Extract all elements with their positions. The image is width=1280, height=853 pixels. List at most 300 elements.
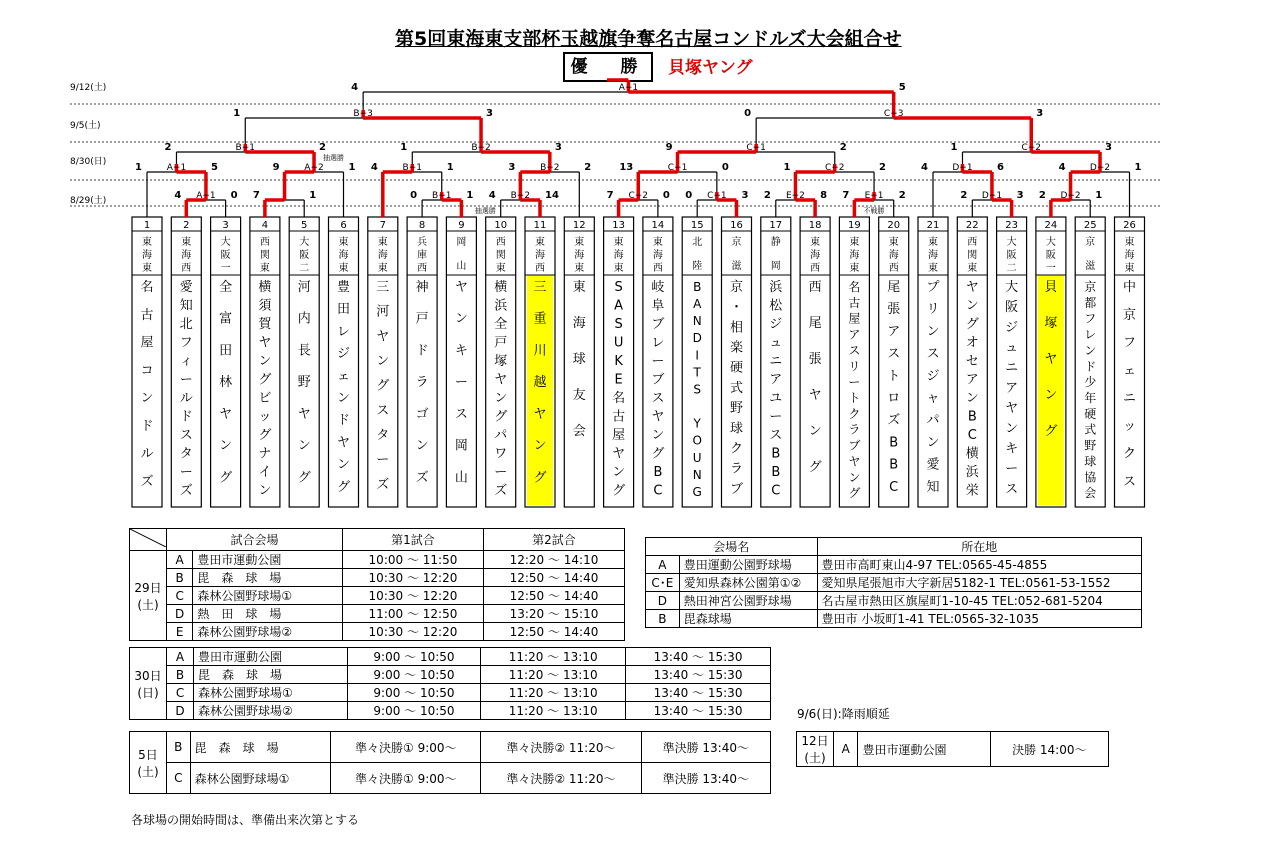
team-name-char: ン xyxy=(533,438,547,454)
team-name-char: 式 xyxy=(729,380,744,396)
team-region-char: 東 xyxy=(535,237,545,248)
team-name-char: I xyxy=(695,348,699,363)
team-name-char: ン xyxy=(1044,388,1058,403)
team-name-char: ス xyxy=(651,391,665,406)
team-name-char: G xyxy=(692,484,702,499)
team-name-char: 神 xyxy=(415,280,429,295)
team-name-char: 名 xyxy=(848,280,861,294)
team-name-char: 名 xyxy=(612,391,626,406)
team-name-char: ズ xyxy=(887,413,901,429)
time: 13:40 ～ 15:30 xyxy=(626,702,771,720)
team-region-char: 一 xyxy=(220,263,231,274)
team-name-char: ヤ xyxy=(219,406,233,422)
team-name-char: 古 xyxy=(848,295,861,310)
team-name-char: グ xyxy=(533,470,547,486)
team-region-char: 東 xyxy=(928,237,938,248)
team-name-char: ユ xyxy=(769,391,783,406)
team-region-char: 東 xyxy=(967,263,978,274)
r3-b1-label: B−1 xyxy=(402,163,423,173)
day-label: 29日 xyxy=(134,580,162,595)
r3-b1-score-a: 4 xyxy=(370,162,378,173)
team-name-char: 張 xyxy=(887,302,901,318)
team-name-char: ン xyxy=(926,324,940,340)
r4-d1-label: D−1 xyxy=(981,191,1003,201)
r3-a2-score-a: 9 xyxy=(272,162,280,173)
r3-d1-score-a: 4 xyxy=(921,162,928,173)
game: 準々決勝① 9:00～ xyxy=(331,732,481,763)
team-name-char: 愛 xyxy=(926,457,940,473)
team-number: 9 xyxy=(458,220,465,231)
r4-a2-score-b: 1 xyxy=(309,190,317,201)
court: A xyxy=(167,648,194,666)
r4-a1-score-b: 0 xyxy=(230,190,238,201)
time: 10:30 ～ 12:20 xyxy=(342,587,483,605)
team-name-char: C xyxy=(653,483,663,499)
team-name-char: 野 xyxy=(729,401,744,417)
team-region-char: 海 xyxy=(613,250,624,261)
team-name-char: ー xyxy=(651,354,665,369)
team-name-char: O xyxy=(692,433,702,448)
team-name-char: C xyxy=(967,428,977,443)
team-region-char: 東 xyxy=(613,237,624,248)
qf-c2-score-b: 3 xyxy=(1105,142,1112,153)
team-name-char: ナ xyxy=(258,446,272,462)
qf-b2-score-a: 1 xyxy=(400,142,408,153)
team-name-char: グ xyxy=(848,486,861,501)
team-region-char: 東 xyxy=(888,237,899,248)
team-region-char: 山 xyxy=(456,261,467,272)
venue: 熱 田 球 場 xyxy=(193,605,343,623)
team-region-char: 陸 xyxy=(692,261,703,272)
r3-b2-label: B−2 xyxy=(540,163,560,173)
r4-d2-score-a: 2 xyxy=(1038,190,1046,201)
time: 11:20 ～ 13:10 xyxy=(481,666,626,684)
team-name-char: ン xyxy=(965,391,979,406)
team-name-char: キ xyxy=(1005,441,1019,457)
team-number: 20 xyxy=(887,220,901,231)
team-name-char: ラ xyxy=(729,461,744,477)
header-venue: 試合会場 xyxy=(167,529,343,551)
court: D xyxy=(167,702,194,720)
team-region-char: 東 xyxy=(338,237,349,248)
venue: 森林公園野球場① xyxy=(194,684,348,702)
team-name-char: レ xyxy=(1084,327,1097,342)
team-region-char: 大 xyxy=(1006,237,1017,248)
team-region-char: 西 xyxy=(417,263,428,274)
team-name-char: 貝 xyxy=(1044,280,1058,295)
r3-d2-score-b: 1 xyxy=(1134,162,1142,173)
team-name-char: ヤ xyxy=(651,409,665,425)
team-region-char: 海 xyxy=(377,250,388,261)
r4-d1-score-a: 2 xyxy=(960,190,968,201)
address: 名古屋市熱田区旗屋町1-10-45 TEL:052-681-5204 xyxy=(817,592,1142,610)
team-name-char: ン xyxy=(1005,421,1019,437)
venue: 森林公園野球場② xyxy=(194,702,348,720)
r3-d1-score-b: 6 xyxy=(996,162,1004,173)
team-name-char: 横 xyxy=(965,446,979,462)
team-name-char: 阜 xyxy=(651,298,665,314)
team-name-char: S xyxy=(614,317,623,332)
team-name-char: 三 xyxy=(376,280,390,295)
team-name-char: B xyxy=(771,465,781,480)
lottery-note: 抽選勝 xyxy=(474,207,496,215)
time: 10:00 ～ 11:50 xyxy=(342,551,483,569)
team-name-char: 東 xyxy=(572,280,586,295)
team-name-char: ジ xyxy=(1005,320,1019,336)
team-name-char: リ xyxy=(926,302,940,318)
team-name-char: 年 xyxy=(1084,391,1097,405)
team-name-char: ン xyxy=(651,428,665,443)
game: 準々決勝② 11:20～ xyxy=(481,763,641,794)
team-name-char: ス xyxy=(179,428,193,443)
address: 豊田市高町東山4-97 TEL:0565-45-4855 xyxy=(817,556,1142,574)
team-name-char: ヤ xyxy=(808,388,822,403)
team-name-char: 戸 xyxy=(415,311,429,327)
qf-c1-score-a: 9 xyxy=(665,142,673,153)
team-name-char: ド xyxy=(179,409,193,425)
team-name-char: ヤ xyxy=(533,406,547,422)
team-name-char: B xyxy=(889,457,899,473)
r4-c2-score-a: 7 xyxy=(606,190,614,201)
final-score-b: 5 xyxy=(898,82,906,93)
team-name-char: S xyxy=(693,382,702,397)
time: 11:00 ～ 12:50 xyxy=(342,605,483,623)
day-label: 30日 xyxy=(134,668,162,683)
team-name-char: グ xyxy=(1044,424,1058,439)
r4-e1-score-a: 7 xyxy=(842,190,850,201)
team-number: 19 xyxy=(848,220,861,231)
sf-2-score-a: 0 xyxy=(744,108,752,119)
r4-b1-label: B−1 xyxy=(432,191,452,201)
team-name-char: 須 xyxy=(258,298,272,314)
team-name-char: ン xyxy=(848,470,861,485)
team-name-char: ニ xyxy=(1005,360,1019,376)
team-region-char: 東 xyxy=(495,263,506,274)
team-name-char: ビ xyxy=(258,391,272,406)
team-name-char: 塚 xyxy=(1044,316,1058,331)
team-name-char: ン xyxy=(336,391,351,406)
team-name-char: 越 xyxy=(533,375,547,391)
team-region-char: 東 xyxy=(613,263,624,274)
team-name-char: ン xyxy=(808,424,822,439)
team-region-char: 海 xyxy=(928,250,938,261)
team-name-char: ス xyxy=(376,403,390,419)
team-region-char: 海 xyxy=(574,250,585,261)
qf-b1-score-b: 2 xyxy=(319,142,326,153)
time: 13:20 ～ 15:10 xyxy=(483,605,624,623)
team-name-char: ド xyxy=(1084,359,1097,374)
team-name-char: 全 xyxy=(219,280,233,295)
team-name-char: リ xyxy=(848,359,861,374)
team-name-char: 田 xyxy=(219,343,233,359)
schedule-table-29 xyxy=(129,528,625,641)
r4-b2-label: B−2 xyxy=(510,191,531,201)
qf-c2-score-a: 1 xyxy=(950,142,958,153)
team-region-char: 静 xyxy=(770,237,781,248)
team-region-char: 岡 xyxy=(770,261,781,272)
team-name-char: ヤ xyxy=(612,446,626,462)
team-name-char: ド xyxy=(415,343,429,359)
team-name-char: ス xyxy=(1122,474,1137,490)
footer-note: 各球場の開始時間は、準備出来次第とする xyxy=(131,813,360,827)
team-name-char: 知 xyxy=(179,298,193,314)
court: A xyxy=(167,551,193,569)
team-name-char: ヤ xyxy=(376,329,390,345)
qf-b1-label: B−1 xyxy=(235,143,255,153)
team-name-char: 屋 xyxy=(140,335,154,351)
team-name-char: ン xyxy=(926,435,940,451)
team-name-char: B xyxy=(653,465,663,480)
team-name-char: 川 xyxy=(533,343,547,359)
team-name-char: ン xyxy=(258,483,272,499)
time: 9:00 ～ 10:50 xyxy=(347,666,481,684)
team-number: 1 xyxy=(143,220,151,231)
team-name-char: ェ xyxy=(336,368,351,384)
final-score-a: 4 xyxy=(351,82,359,93)
venue: 森林公園野球場② xyxy=(193,623,343,641)
team-number: 3 xyxy=(222,220,229,231)
sf-1-score-b: 3 xyxy=(486,108,494,119)
team-region-char: 海 xyxy=(535,250,545,261)
team-region-char: 西 xyxy=(181,263,192,274)
team-name-char: ー xyxy=(179,372,193,388)
header-game1: 第1試合 xyxy=(342,529,483,551)
team-name-char: タ xyxy=(179,446,193,462)
team-name-char: 横 xyxy=(494,280,508,295)
team-name-char: 北 xyxy=(179,317,193,332)
team-name-char: ア xyxy=(1005,380,1019,396)
team-region-char: 海 xyxy=(888,250,899,261)
team-name-char: 野 xyxy=(1084,438,1097,453)
r4-d2-score-b: 1 xyxy=(1095,190,1103,201)
dow-label: (土) xyxy=(137,764,159,779)
r3-d1-label: D−1 xyxy=(952,163,973,173)
team-name-char: N xyxy=(692,467,702,482)
venue: 豊田市運動公園 xyxy=(858,732,990,767)
team-number: 5 xyxy=(301,220,308,231)
game: 準決勝 13:40～ xyxy=(641,732,770,763)
r3-c2-score-a: 1 xyxy=(783,162,791,173)
team-name-char: ン xyxy=(376,354,390,369)
team-name-char: 栄 xyxy=(965,483,979,499)
qf-b1-score-a: 2 xyxy=(164,142,172,153)
team-name-char: 名 xyxy=(140,280,154,295)
time: 10:30 ～ 12:20 xyxy=(342,623,483,641)
qf-c1-score-b: 2 xyxy=(839,142,847,153)
team-region-char: 西 xyxy=(810,263,821,274)
r4-c2-score-b: 0 xyxy=(662,190,670,201)
page-title: 第5回東海東支部杯玉越旗争奪名古屋コンドルズ大会組合せ xyxy=(395,28,902,50)
team-name-char: 硬 xyxy=(1084,406,1097,421)
team-name-char: 富 xyxy=(219,311,233,327)
team-name-char: ス xyxy=(1005,481,1019,497)
team-name-char: ン xyxy=(454,311,468,327)
r4-a1-label: A−1 xyxy=(196,191,216,201)
sf-2-label: C−3 xyxy=(883,109,904,119)
team-region-char: 滋 xyxy=(1085,261,1096,272)
team-region-char: 東 xyxy=(142,237,152,248)
team-name-char: 都 xyxy=(1084,295,1097,310)
team-name-char: ジ xyxy=(769,317,783,332)
team-region-char: 東 xyxy=(338,263,349,274)
team-name-char: C xyxy=(771,483,781,499)
diagonal-line xyxy=(130,529,166,547)
team-region-char: 東 xyxy=(1124,237,1135,248)
sf-1-score-a: 1 xyxy=(233,108,241,119)
team-name-char: 球 xyxy=(729,421,744,437)
team-name-char: 会 xyxy=(1084,486,1097,501)
team-name-char: B xyxy=(889,435,899,451)
team-name-char: 野 xyxy=(297,375,311,391)
team-name-char: D xyxy=(692,331,702,346)
qf-c2-label: C−2 xyxy=(1021,143,1042,153)
team-number: 17 xyxy=(769,220,783,231)
team-name-char: グ xyxy=(258,372,272,388)
team-name-char: 知 xyxy=(926,479,940,495)
team-region-char: 阪 xyxy=(220,250,231,261)
team-name-char: ス xyxy=(848,343,861,358)
team-name-char: ー xyxy=(494,465,508,480)
team-name-char: ロ xyxy=(887,391,901,406)
forfeit-note: 不戦勝 xyxy=(863,207,885,215)
venue: 豊田市運動公園 xyxy=(194,648,348,666)
team-name-char: U xyxy=(692,450,702,465)
team-name-char: ン xyxy=(336,457,351,473)
team-name-char: 少 xyxy=(1084,375,1097,390)
time: 9:00 ～ 10:50 xyxy=(347,648,481,666)
team-name-char: 中 xyxy=(1122,280,1137,295)
team-name-char: ス xyxy=(887,346,901,362)
court: E xyxy=(167,623,193,641)
team-name-char: 京 xyxy=(1084,280,1097,294)
r4-b2-score-b: 14 xyxy=(545,190,559,201)
r4-d1-score-b: 3 xyxy=(1016,190,1024,201)
team-name-char: 京 xyxy=(729,280,744,295)
team-region-char: 西 xyxy=(652,263,663,274)
team-name-char: S xyxy=(614,280,623,295)
team-region-char: 東 xyxy=(1124,263,1135,274)
team-name-char: ン xyxy=(140,391,154,406)
team-region-char: 東 xyxy=(377,237,388,248)
venue-name: 毘森球場 xyxy=(679,610,817,628)
team-region-char: 東 xyxy=(928,263,938,274)
team-name-char: 球 xyxy=(1084,454,1097,469)
team-name-char: ト xyxy=(848,391,861,405)
team-name-char: ャ xyxy=(926,391,940,406)
r4-e2-score-a: 2 xyxy=(763,190,771,201)
team-name-char: ワ xyxy=(494,446,508,462)
team-name-char: レ xyxy=(651,335,665,351)
team-number: 21 xyxy=(926,220,940,231)
qf-b2-score-b: 3 xyxy=(554,142,562,153)
team-region-char: 大 xyxy=(220,237,231,248)
team-name-char: ュ xyxy=(769,335,783,351)
team-name-char: A xyxy=(614,298,624,314)
team-region-char: 海 xyxy=(810,250,821,261)
team-name-char: 球 xyxy=(572,352,586,367)
address: 愛知県尾張旭市大字新居5182-1 TEL:0561-53-1552 xyxy=(817,574,1142,592)
team-region-char: 関 xyxy=(495,250,506,261)
team-region-char: 海 xyxy=(338,250,349,261)
team-number: 25 xyxy=(1083,220,1097,231)
team-number: 23 xyxy=(1005,220,1018,231)
champion-label: 優 勝 xyxy=(563,52,653,82)
venue: 森林公園野球場① xyxy=(193,587,343,605)
team-name-char: ン xyxy=(612,465,626,480)
team-number: 11 xyxy=(533,220,547,231)
time: 9:00 ～ 10:50 xyxy=(347,702,481,720)
r4-c1-score-a: 0 xyxy=(685,190,693,201)
time: 11:20 ～ 13:10 xyxy=(481,648,626,666)
team-name-char: ー xyxy=(769,409,783,425)
venue: 森林公園野球場① xyxy=(190,763,331,794)
team-name-char: ズ xyxy=(494,483,508,499)
team-name-char: フ xyxy=(179,335,193,351)
team-name-char: ン xyxy=(219,438,233,454)
team-region-char: 東 xyxy=(142,263,152,274)
team-name-char: ド xyxy=(336,413,351,429)
r3-a1-score-b: 5 xyxy=(210,162,218,173)
r4-a2-score-a: 7 xyxy=(252,190,260,201)
team-name-char: ス xyxy=(769,428,783,443)
date-label-day1: 8/29(土) xyxy=(70,196,107,206)
r4-d2-label: D−2 xyxy=(1060,191,1081,201)
team-name-char: ジ xyxy=(336,346,351,362)
team-name-char: ラ xyxy=(848,422,861,437)
team-name-char: フ xyxy=(1122,335,1137,351)
r3-a1-label: A−1 xyxy=(166,163,187,173)
r3-c1-label: C−1 xyxy=(667,163,688,173)
time: 10:30 ～ 12:20 xyxy=(342,569,483,587)
team-region-char: 阪 xyxy=(1006,250,1017,261)
team-name-char: ア xyxy=(769,372,783,388)
date-label-final: 9/12(土) xyxy=(70,83,107,93)
team-region-char: 大 xyxy=(299,237,310,248)
time: 12:50 ～ 14:40 xyxy=(483,587,624,605)
team-name-char: ヤ xyxy=(1044,352,1058,367)
team-name-char: ヤ xyxy=(297,406,311,422)
team-number: 16 xyxy=(730,220,743,231)
team-name-char: ク xyxy=(1122,446,1137,462)
team-name-char: 京 xyxy=(1122,307,1137,323)
team-name-char: T xyxy=(693,365,701,380)
team-name-char: 林 xyxy=(219,375,233,391)
team-name-char: ゴ xyxy=(415,406,429,422)
court: A xyxy=(646,556,680,574)
team-name-char: キ xyxy=(454,343,468,359)
team-name-char: E xyxy=(614,372,623,388)
team-name-char: 田 xyxy=(336,302,351,318)
court: C xyxy=(167,763,191,794)
team-region-char: 海 xyxy=(181,250,192,261)
team-name-char: 重 xyxy=(533,311,547,327)
team-name-char: ヤ xyxy=(1005,401,1019,417)
team-name-char: ヤ xyxy=(848,454,861,469)
team-name-char: ー xyxy=(1005,461,1019,477)
venue: 毘 森 球 場 xyxy=(190,732,331,763)
team-name-char: グ xyxy=(494,409,508,425)
team-region-char: 東 xyxy=(574,237,585,248)
team-name-char: ブ xyxy=(651,372,665,388)
r3-a1-score-a: 1 xyxy=(135,162,142,173)
team-name-char: ー xyxy=(848,375,861,390)
team-number: 4 xyxy=(261,220,269,231)
team-name-char: グ xyxy=(612,483,626,499)
court: A xyxy=(834,732,858,767)
court: B xyxy=(167,569,193,587)
r4-a1-score-a: 4 xyxy=(174,190,182,201)
venue: 毘 森 球 場 xyxy=(194,666,348,684)
